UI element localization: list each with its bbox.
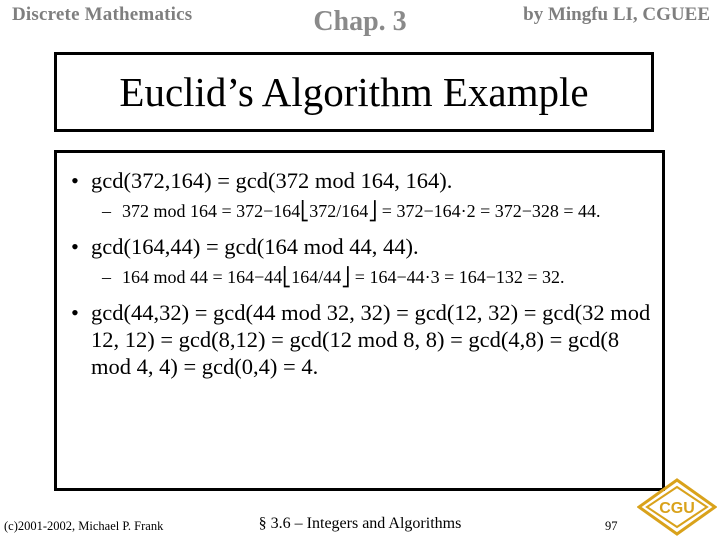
copyright-text: (c)2001-2002, Michael P. Frank: [4, 519, 164, 533]
sub-bullet-item: [67, 265, 652, 289]
page-number: 97: [605, 519, 618, 533]
sub-bullet-marker: –: [102, 267, 111, 287]
author-label: by Mingfu LI, CGUEE: [523, 4, 710, 25]
bullet-text: gcd(372,164) = gcd(372 mod 164, 164).: [91, 168, 453, 193]
bullet-marker: •: [71, 234, 79, 259]
svg-text:CGU: CGU: [659, 500, 695, 517]
chapter-label: Chap. 3: [313, 6, 407, 37]
bullet-item: [67, 299, 652, 380]
sub-bullet-item: [67, 199, 652, 223]
slide-title-box: [54, 52, 654, 132]
bullet-text: gcd(164,44) = gcd(164 mod 44, 44).: [91, 234, 419, 259]
bullet-marker: •: [71, 168, 79, 193]
slide-body: [54, 150, 665, 491]
bullet-item: [67, 167, 652, 194]
bullet-marker: •: [71, 300, 79, 325]
slide-title: Euclid’s Algorithm Example: [119, 69, 589, 115]
bullet-item: [67, 233, 652, 260]
sub-bullet-text: 372 mod 164 = 372−164⎣372/164⎦ = 372−164·2 = 372−328 = 44.: [122, 201, 601, 221]
course-title: Discrete Mathematics: [12, 4, 193, 25]
sub-bullet-text: 164 mod 44 = 164−44⎣164/44⎦ = 164−44·3 = 164−132 = 32.: [122, 267, 565, 287]
section-label: § 3.6 – Integers and Algorithms: [258, 515, 462, 532]
sub-bullet-marker: –: [102, 201, 111, 221]
bullet-text: gcd(44,32) = gcd(44 mod 32, 32) = gcd(12, 32) = gcd(32 mod 12, 12) = gcd(8,12) = gcd(12 mod 8, 8) = gcd(4,8) = gcd(8 mod 4, 4) = gcd(0,4) = 4.: [91, 300, 651, 379]
university-logo-icon: [637, 478, 717, 536]
